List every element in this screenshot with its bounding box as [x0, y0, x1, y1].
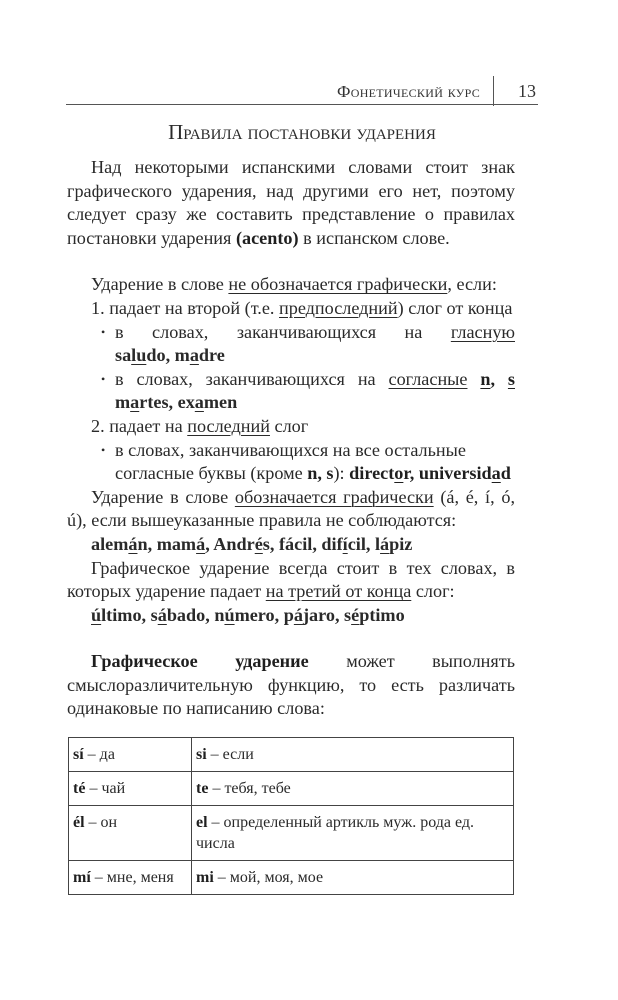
stressed-vowel: lu: [131, 345, 147, 366]
separator: ,: [147, 533, 157, 554]
translation: – определенный артикль муж. рода ед. числа: [196, 814, 475, 852]
point-2-text: 2. падает на: [91, 415, 188, 436]
separator: ,: [168, 392, 178, 413]
separator: ,: [165, 345, 175, 366]
bullet-icon: •: [101, 371, 106, 386]
word: sí: [73, 746, 84, 763]
lead-text-end: (á, é, í, ó, ú), если вышеуказанные правила не соблюдаются:: [67, 486, 515, 531]
separator: ,: [365, 533, 375, 554]
point-1: [67, 297, 515, 321]
bullet-text-end: ):: [333, 463, 350, 484]
word: mí: [73, 869, 91, 886]
example-word: séptimo: [344, 604, 405, 625]
spacer: [67, 627, 515, 650]
stressed-vowel: é: [351, 604, 360, 625]
underlined-phrase: не обозначается графически: [228, 274, 448, 295]
example-word: saludo: [115, 345, 166, 366]
bullet-consonant-ns: [67, 368, 515, 392]
stressed-vowel: o: [394, 463, 404, 484]
example-word: director: [349, 463, 410, 484]
underlined-phrase: обозначается графически: [234, 486, 434, 507]
accented-cell: [69, 772, 192, 806]
separator: ,: [274, 604, 284, 625]
table-row: [69, 806, 514, 861]
header-divider: [493, 76, 494, 106]
accented-cell: [69, 806, 192, 861]
translation: – он: [84, 814, 118, 831]
intro-text: Над некоторыми испанскими словами стоит знак графического ударения, над другими его нет, поэтому следует сразу же составить представление о правилах постановки ударения: [67, 157, 515, 248]
example-word: mamá: [156, 533, 206, 554]
unaccented-cell: [192, 772, 514, 806]
table-row: [69, 772, 514, 806]
bold-letters: n, s: [307, 463, 334, 484]
page-number: 13: [518, 81, 536, 101]
separator: ,: [334, 604, 345, 625]
accented-cell: [69, 861, 192, 895]
stressed-vowel: é: [254, 533, 263, 554]
example-word: fácil: [278, 533, 313, 554]
stressed-vowel: ú: [91, 604, 102, 625]
homonym-pairs-table: [68, 737, 514, 895]
example-word: alemán: [91, 533, 148, 554]
example-word: número: [214, 604, 275, 625]
rule-marked-paragraph: [67, 486, 515, 533]
bullet-other-consonants: [67, 439, 515, 486]
distinctive-paragraph: [67, 650, 515, 721]
rule-third-text-end: слог:: [411, 581, 455, 602]
stressed-vowel: á: [196, 533, 206, 554]
running-header: [66, 74, 538, 105]
point-1-text: 1. падает на второй (т.е.: [91, 297, 279, 318]
translation: – да: [83, 746, 115, 763]
example-word: difícil: [321, 533, 366, 554]
word: mi: [196, 869, 214, 886]
point-1-text-end: ) слог от конца: [397, 297, 513, 318]
translation: – если: [206, 746, 254, 763]
bullet-text: в словах, заканчивающихся на все остальные согласные буквы (кроме: [115, 439, 466, 484]
word: él: [73, 814, 85, 831]
bullet-icon: •: [101, 442, 106, 457]
rule-third-text: Графическое ударение всегда стоит в тех словах, в которых ударение падает: [67, 557, 515, 602]
stressed-vowel: í: [342, 533, 348, 554]
translation: – тебя, тебе: [208, 780, 291, 797]
intro-paragraph: [67, 156, 515, 250]
distinctive-text: может выполнять смыслоразличительную функцию, то есть различать одинаковые по написанию слова:: [67, 651, 515, 719]
examples-vowel: [67, 344, 515, 368]
letter-n: n: [480, 368, 491, 389]
underlined-phrase: последний: [187, 415, 270, 436]
acento-term: (acento): [235, 227, 299, 248]
underlined-phrase: предпоследний: [279, 297, 398, 318]
table-row: [69, 738, 514, 772]
distinctive-term: Графическое ударение: [91, 651, 309, 672]
example-word: lápiz: [374, 533, 413, 554]
examples-other-consonants: [349, 463, 511, 483]
point-2-text-end: слог: [269, 415, 309, 436]
example-word: sábado: [150, 604, 206, 625]
bullet-vowel: [67, 321, 515, 345]
translation: – чай: [85, 780, 126, 797]
stressed-vowel: a: [130, 392, 140, 413]
stressed-vowel: a: [491, 463, 501, 484]
translation: – мне, меня: [90, 869, 174, 886]
example-word: madre: [174, 345, 225, 366]
underlined-phrase: гласную: [450, 321, 515, 342]
underlined-phrase: согласные: [388, 368, 468, 389]
separator: ,: [269, 533, 279, 554]
stressed-vowel: a: [194, 392, 204, 413]
example-word: martes: [115, 392, 169, 413]
examples-consonant-ns: [67, 391, 515, 415]
bullet-icon: •: [101, 324, 106, 339]
spacer: [67, 250, 515, 273]
page-body: [67, 156, 515, 721]
intro-text-end: в испанском слове.: [298, 227, 450, 248]
point-2: [67, 415, 515, 439]
bullet-text: в словах, заканчивающихся на: [115, 321, 451, 342]
example-word: Andrés: [213, 533, 270, 554]
word: té: [73, 780, 86, 797]
stressed-vowel: á: [293, 604, 303, 625]
stressed-vowel: a: [189, 345, 199, 366]
separator: ,: [205, 533, 214, 554]
separator: ,: [409, 463, 419, 484]
word: si: [196, 746, 207, 763]
rule-not-marked-lead: [67, 273, 515, 297]
underlined-phrase: на третий от конца: [265, 581, 412, 602]
separator: ,: [205, 604, 215, 625]
separator: ,: [312, 533, 322, 554]
example-word: último: [91, 604, 142, 625]
example-word: examen: [177, 392, 238, 413]
accented-cell: [69, 738, 192, 772]
comma: ,: [490, 368, 496, 389]
unaccented-cell: [192, 806, 514, 861]
examples-third: [67, 604, 515, 628]
stressed-vowel: ú: [224, 604, 235, 625]
examples-marked: [67, 533, 515, 557]
word: el: [196, 814, 208, 831]
stressed-vowel: á: [157, 604, 167, 625]
example-word: universidad: [418, 463, 511, 484]
lead-text: Ударение в слове: [91, 486, 235, 507]
stressed-vowel: á: [380, 533, 390, 554]
lead-text: Ударение в слове: [91, 274, 229, 295]
rule-third-paragraph: [67, 557, 515, 604]
translation: – мой, моя, мое: [213, 869, 324, 886]
running-title: Фонетический курс: [337, 82, 480, 101]
separator: ,: [141, 604, 151, 625]
letter-s: s: [507, 368, 515, 389]
word: te: [196, 780, 209, 797]
unaccented-cell: [192, 738, 514, 772]
section-title: Правила постановки ударения: [168, 120, 436, 144]
unaccented-cell: [192, 861, 514, 895]
table-row: [69, 861, 514, 895]
example-word: pájaro: [283, 604, 335, 625]
lead-text-end: , если:: [447, 274, 497, 295]
bullet-text: в словах, заканчивающихся на: [115, 368, 389, 389]
stressed-vowel: á: [128, 533, 138, 554]
